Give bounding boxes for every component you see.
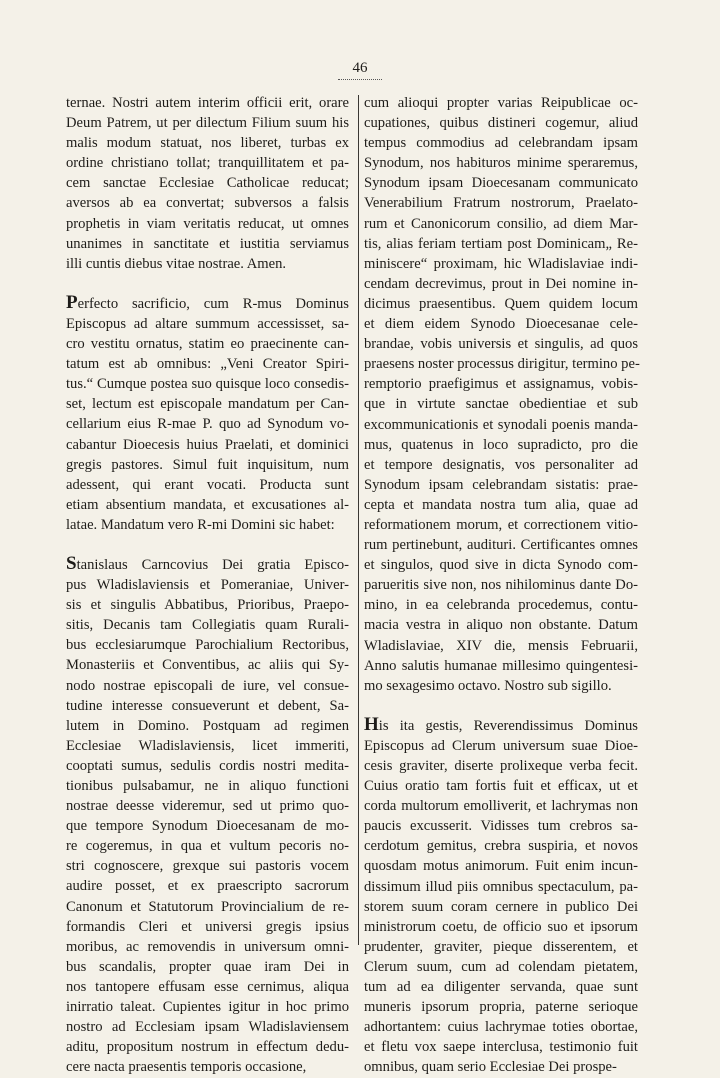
line-text: quosdam motus animorum. Fuit enim incun- (364, 858, 638, 875)
line-text: Ecclesiae Wladislaviensis, licet immeriti, (66, 737, 349, 754)
line-text: adessent, qui erant vocati. Producta sunt (66, 476, 349, 493)
line-text: bus ecclesiarumque Parochialium Rectoribus, (66, 637, 349, 654)
text-line (66, 957, 349, 977)
line-text: malis modum statuat, nos liberet, turbas ex (66, 135, 349, 152)
line-text: omnibus, quam serio Ecclesiae Dei prospe- (364, 1059, 617, 1076)
text-line (66, 856, 349, 876)
line-text: sitis, Decanis tam Collegiatis quam Rurali- (66, 617, 349, 634)
paragraph (364, 93, 638, 696)
line-text: tus.“ Cumque postea suo quisque loco consedis- (66, 376, 349, 393)
text-line (364, 615, 638, 635)
line-text: tum ad ea diligenter servanda, quae sunt (364, 979, 638, 996)
text-line (364, 133, 638, 153)
text-line (364, 917, 638, 937)
text-line (66, 836, 349, 856)
line-text: stri cognoscere, grexque sui pastoris vocem (66, 858, 349, 875)
line-text: cellarium eius R-mae P. quo ad Synodum vo- (66, 416, 349, 433)
line-text: paucis excusserit. Vidisses tum crebros sa- (364, 818, 638, 835)
text-line (364, 796, 638, 816)
text-line (364, 254, 638, 274)
line-text: reformationem morum, et correctionem vitio- (364, 516, 638, 533)
text-line (364, 877, 638, 897)
line-text: Wladislaviae, XIV die, mensis Februarii, (364, 637, 638, 654)
line-text: Venerabilium Fratrum nostrorum, Praelato- (364, 195, 638, 212)
line-text: etiam absentium mandata, et excusationes al- (66, 496, 349, 513)
text-line (364, 776, 638, 796)
text-line (364, 997, 638, 1017)
text-line (364, 394, 638, 414)
text-line (66, 394, 349, 414)
text-line (66, 917, 349, 937)
text-line (66, 816, 349, 836)
text-line (364, 415, 638, 435)
text-line (66, 716, 349, 736)
text-line (66, 414, 349, 434)
line-text: Monasteriis et Conventibus, ac aliis qui Sy- (66, 657, 349, 674)
line-text: dissimum illud piis omnibus spectaculum, pa- (364, 878, 638, 895)
line-text: Cuius oratio tam fortis fuit et efficax, ut et (364, 778, 638, 795)
line-text: mino, in ea celebranda procedemus, contu- (364, 597, 638, 614)
text-line (66, 736, 349, 756)
line-text: Canonum et Statutorum Provincialium de re- (66, 898, 349, 915)
text-line (66, 133, 349, 153)
line-text: cepta et mandata nostra tum alia, quae ad (364, 496, 638, 513)
text-line (66, 455, 349, 475)
line-text: adhortantem: cuius lachrymae toties obortae, (364, 1019, 638, 1036)
line-text: Episcopus ad Clerum universum suae Dioe- (364, 737, 638, 754)
line-text: tatum est ab omnibus: „Veni Creator Spiri- (66, 356, 349, 373)
line-text: brandae, vobis universis et singulis, ad quos (364, 336, 638, 353)
line-text: audire posset, et ex praescripto sacrorum (66, 878, 349, 895)
line-text: dicimus praesentibus. Quem quidem locum (364, 295, 638, 312)
line-text: nostro ad Ecclesiam ipsam Wladislaviensem (66, 1019, 349, 1036)
line-text: cerdotum gemitus, crebra suspiria, et novos (364, 838, 638, 855)
line-text: mus, quatenus in loco supradicto, pro die (364, 436, 638, 453)
text-line (364, 314, 638, 334)
text-line (66, 153, 349, 173)
line-text: cro vestitu ornatus, statim eo praecinente can- (66, 336, 349, 353)
line-text: corda multorum emolliverit, et lachrymas non (364, 798, 638, 815)
initial-letter: P (66, 291, 78, 313)
line-text: et diem eidem Synodo Dioecesanae cele- (364, 316, 638, 333)
line-text: aditu, propositum nostrum in effectum dedu- (66, 1039, 349, 1056)
line-text: rum pertinebunt, audituri. Certificantes omnes (364, 537, 638, 554)
text-line (364, 1057, 638, 1077)
text-line (364, 234, 638, 254)
text-line (364, 1037, 638, 1057)
text-line (66, 756, 349, 776)
text-line (66, 173, 349, 193)
line-text: cooptati sumus, sedulis cordis nostri medita- (66, 757, 349, 774)
text-line (66, 314, 349, 334)
paragraph-gap (66, 274, 349, 294)
text-line (66, 1057, 349, 1077)
line-text: et fletu vox saepe interclusa, testimonio fuit (364, 1039, 638, 1056)
text-line (364, 555, 638, 575)
line-text: nos tantopere effusam esse cernimus, aliqua (66, 978, 349, 995)
line-text: excommunicationis et synodali poenis manda- (364, 416, 638, 433)
text-line (66, 696, 349, 716)
text-line (66, 977, 349, 997)
text-line (364, 455, 638, 475)
line-text: illi cuntis diebus vitae nostrae. Amen. (66, 255, 287, 272)
line-text: macia vestra in aliquo non obstante. Datum (364, 617, 638, 634)
line-text: nostrae deesse videremur, sed ut primo quo- (66, 798, 349, 815)
line-text: Clerum suum, cum ad colendam pietatem, (364, 958, 638, 975)
text-line (364, 595, 638, 615)
line-text: mo sexagesimo octavo. Nostro sub sigillo. (364, 677, 612, 694)
line-text: remptorio praefigimus et assignamus, vobis- (364, 376, 638, 393)
left-column (66, 93, 349, 1077)
line-text: ternae. Nostri autem interim officii erit, orare (66, 95, 349, 111)
text-line (66, 575, 349, 595)
text-line (66, 93, 349, 113)
text-line (66, 193, 349, 213)
text-line (364, 274, 638, 294)
line-text: storem suum coram cernere in publico Dei (364, 898, 638, 915)
line-text: cesis graviter, diserte prolixeque verba fecit. (364, 758, 638, 774)
line-text: que in virtute sanctae obedientiae et sub (364, 396, 638, 413)
text-line (66, 796, 349, 816)
text-line (66, 113, 349, 133)
line-text: que tempore Synodum Dioecesanam de mo- (66, 818, 349, 835)
text-line (66, 515, 349, 535)
text-line (66, 997, 349, 1017)
line-text: nodo nostrae episcopali de iure, vel consue- (66, 677, 349, 694)
page-number: 46 (352, 60, 368, 76)
text-line (66, 595, 349, 615)
text-line (364, 856, 638, 876)
text-line (364, 354, 638, 374)
line-text: moribus, ac removendis in universum omni- (66, 938, 349, 955)
line-text: aversos ab ea convertat; subversos a falsis (66, 195, 349, 212)
text-line (364, 153, 638, 173)
text-line (364, 475, 638, 495)
line-text: erfecto sacrificio, cum R-mus Dominus (77, 295, 349, 312)
text-line (66, 291, 349, 314)
text-line (364, 575, 638, 595)
text-line (66, 1017, 349, 1037)
text-line (364, 636, 638, 656)
line-text: formandis Cleri et universi gregis ipsius (66, 918, 349, 935)
text-line (66, 435, 349, 455)
line-text: rum et Canonicorum consilio, ad diem Mar- (364, 215, 638, 232)
paragraph (66, 291, 349, 535)
text-line (66, 354, 349, 374)
line-text: is ita gestis, Reverendissimus Dominus (378, 717, 638, 734)
text-line (66, 234, 349, 254)
line-text: prudenter, graviter, pieque disserentem, et (364, 938, 638, 955)
line-text: miniscere“ proximam, hic Wladislaviae indi- (364, 255, 638, 272)
line-text: cupationes, quibus distineri cogemur, aliud (364, 115, 638, 132)
line-text: muneris ipsorum propria, paterne serioque (364, 999, 638, 1016)
initial-letter: H (364, 713, 379, 735)
text-line (66, 655, 349, 675)
line-text: Deum Patrem, ut per dilectum Filium suum his (66, 115, 349, 132)
text-line (66, 334, 349, 354)
text-line (364, 656, 638, 676)
line-text: cem sanctae Ecclesiae Catholicae reducat; (66, 175, 349, 192)
text-line (364, 977, 638, 997)
text-line (364, 435, 638, 455)
line-text: pus Wladislaviensis et Pomeraniae, Univer- (66, 577, 349, 594)
text-line (364, 113, 638, 133)
paragraph (66, 93, 349, 274)
line-text: re cogeremus, in qua et vultum pecoris no- (66, 838, 349, 855)
line-text: cendam decrevimus, prout in Dei nomine in- (364, 275, 638, 292)
text-line (364, 676, 638, 696)
text-line (364, 214, 638, 234)
text-line (364, 897, 638, 917)
text-line (66, 214, 349, 234)
text-line (66, 374, 349, 394)
line-text: gregis pastores. Simul fuit inquisitum, num (66, 456, 349, 473)
text-line (66, 254, 349, 274)
line-text: Synodum, nos habituros minime speraremus, (364, 155, 638, 172)
text-line (66, 937, 349, 957)
line-text: prophetis in viam veritatis reducat, ut omnes (66, 215, 349, 232)
line-text: ministrorum coetu, de officio suo et ipsorum (364, 918, 638, 935)
text-line (364, 756, 638, 776)
initial-letter: S (66, 552, 77, 574)
line-text: Synodum ipsam Dioecesanam communicato (364, 175, 638, 192)
line-text: praesens noster processus dirigitur, termino pe- (364, 356, 640, 373)
page-number-ornament (338, 79, 382, 80)
line-text: cere nacta praesentis temporis occasione, (66, 1059, 307, 1076)
text-line (364, 193, 638, 213)
text-line (364, 535, 638, 555)
line-text: Episcopus ad altare summum accessisset, sa- (66, 315, 349, 332)
line-text: et singulos, quod sive in dicta Synodo com- (364, 557, 638, 574)
line-text: ordine christiano tollat; tranquillitatem et pa- (66, 155, 349, 172)
line-text: cum alioqui propter varias Reipublicae oc- (364, 95, 638, 111)
text-line (66, 495, 349, 515)
line-text: set, lectum est episcopale mandatum per Can- (66, 396, 349, 413)
line-text: Anno salutis humanae millesimo quingentesi- (364, 657, 638, 674)
text-line (364, 1017, 638, 1037)
paragraph-gap (66, 535, 349, 555)
text-line (364, 93, 638, 113)
line-text: inirratio taleat. Cupientes igitur in hoc primo (66, 999, 349, 1016)
text-line (364, 334, 638, 354)
text-line (364, 736, 638, 756)
line-text: lutem in Domino. Postquam ad regimen (66, 717, 349, 734)
text-line (66, 475, 349, 495)
line-text: Synodum ipsam celebrandam sistatis: prae- (364, 476, 638, 493)
text-line (364, 495, 638, 515)
line-text: et tempore designatis, vos personaliter ad (364, 456, 638, 473)
line-text: tudine interesse consueverunt et debent, Sa- (66, 697, 349, 714)
line-text: cabantur Dioecesis huius Praelati, et dominici (66, 436, 349, 453)
text-line (364, 957, 638, 977)
right-column (364, 93, 638, 1078)
line-text: bus scandalis, propter quae iram Dei in (66, 958, 349, 975)
text-line (66, 876, 349, 896)
line-text: parueritis sive non, nos nihilominus dante Do- (364, 577, 638, 594)
text-line (66, 635, 349, 655)
line-text: latae. Mandatum vero R-mi Domini sic habet: (66, 516, 335, 533)
text-line (66, 552, 349, 575)
text-line (364, 836, 638, 856)
paragraph-gap (364, 696, 638, 716)
line-text: tionibus pulsabamur, ne in aliquo functioni (66, 778, 349, 794)
paragraph (66, 552, 349, 1077)
text-line (364, 937, 638, 957)
text-line (66, 1037, 349, 1057)
column-divider (358, 95, 359, 945)
text-line (364, 816, 638, 836)
line-text: sis et singulis Abbatibus, Prioribus, Praepo- (66, 597, 349, 614)
text-line (66, 776, 349, 796)
text-line (66, 615, 349, 635)
line-text: tempus commodius ad celebrandam ipsam (364, 135, 638, 152)
text-line (364, 374, 638, 394)
text-line (66, 676, 349, 696)
text-line (364, 173, 638, 193)
text-line (364, 515, 638, 535)
text-line (364, 713, 638, 736)
line-text: unanimes in sanctitate et iustitia serviamus (66, 235, 349, 252)
text-line (364, 294, 638, 314)
line-text: tis, alias feriam tertiam post Dominicam„ Re- (364, 235, 638, 252)
text-line (66, 897, 349, 917)
paragraph (364, 713, 638, 1078)
line-text: tanislaus Carncovius Dei gratia Episco- (76, 556, 349, 573)
